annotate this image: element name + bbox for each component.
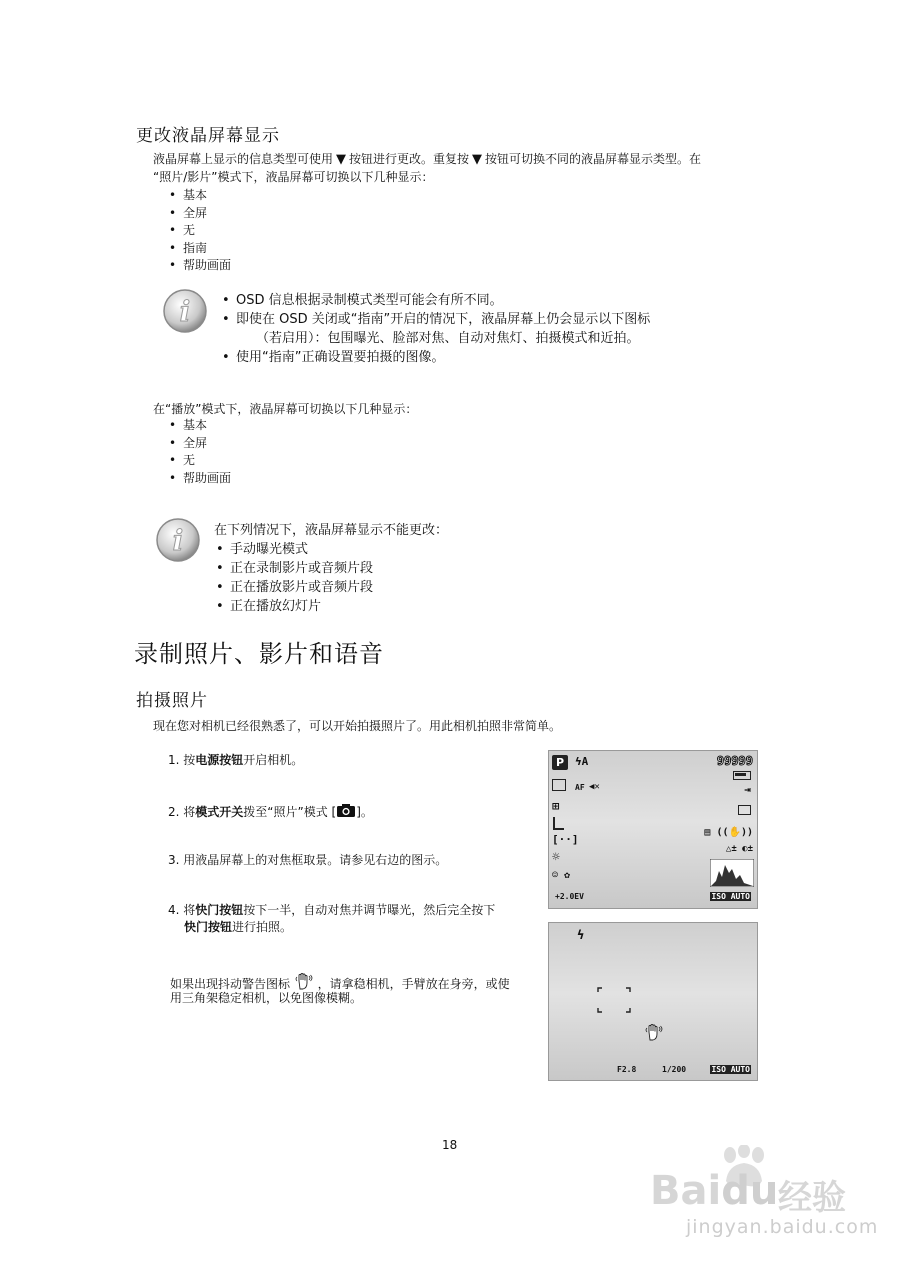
- list-item: • 正在播放幻灯片: [214, 597, 373, 616]
- lcd-intro-b: 按钮进行更改。重复按: [349, 152, 470, 166]
- histogram-icon: [710, 859, 754, 887]
- step-text: ]。: [356, 805, 373, 819]
- photo-mode-list: [167, 187, 231, 275]
- aperture-value: F2.8: [617, 1065, 637, 1074]
- shake-text: ，请拿稳相机，手臂放在身旁，或使: [317, 977, 510, 991]
- section-title-record: 录制照片、影片和语音: [134, 640, 384, 668]
- list-item: • 帮助画面: [167, 470, 231, 488]
- watermark-url: jingyan.baidu.com: [686, 1216, 879, 1238]
- list-item: • 全屏: [167, 205, 231, 223]
- lcd-screen-shooting: [548, 922, 758, 1081]
- focus-frame-icon: [597, 987, 631, 1013]
- svg-text:i: i: [172, 524, 184, 557]
- step-4: [168, 902, 538, 919]
- watermark-cn: 经验: [778, 1178, 846, 1218]
- shutter-button-label: 快门按钮: [184, 920, 233, 934]
- step-text: 按下一半，自动对焦并调节曝光，然后完全按下: [243, 903, 496, 917]
- ev-value: +2.0EV: [555, 892, 584, 901]
- page-number: 18: [442, 1138, 458, 1152]
- list-item: • 指南: [167, 240, 231, 258]
- step-text: 1. 按: [168, 753, 196, 767]
- step-4-line2: [184, 919, 292, 936]
- battery-icon: [733, 771, 751, 780]
- list-item: • OSD 信息根据录制模式类型可能会有所不同。: [220, 291, 780, 310]
- lcd-intro: [153, 151, 701, 168]
- lcd-intro-line2: “照片/影片”模式下，液晶屏幕可切换以下几种显示：: [153, 170, 434, 184]
- storage-icon: ⇥: [744, 783, 751, 796]
- step-3: 3. 用液晶屏幕上的对焦框取景。请参见右边的图示。: [168, 853, 448, 867]
- step-text: 拨至“照片”模式 [: [243, 805, 337, 819]
- playback-intro: 在“播放”模式下，液晶屏幕可切换以下几种显示：: [153, 402, 418, 416]
- hand-shake-icon: [294, 972, 314, 990]
- watermark-text: Bai: [650, 1168, 722, 1214]
- list-item: • 基本: [167, 417, 231, 435]
- record-intro: 现在您对相机已经很熟悉了，可以开始拍摄照片了。用此相机拍照非常简单。: [153, 719, 562, 733]
- step-text: 开启相机。: [243, 753, 304, 767]
- shutter-value: 1/200: [662, 1065, 687, 1074]
- stabilizer-icon: [738, 805, 751, 815]
- list-item: • 基本: [167, 187, 231, 205]
- note2-title: 在下列情况下，液晶屏幕显示不能更改：: [214, 523, 449, 538]
- image-size-icon: [552, 779, 566, 791]
- list-item-continuation: （若启用）：包围曝光、脸部对焦、自动对焦灯、拍摄模式和近拍。: [256, 331, 640, 346]
- down-triangle-icon: ▼: [336, 152, 347, 167]
- step-2: [168, 803, 373, 821]
- program-mode-icon: P: [552, 755, 568, 770]
- flash-icon: ϟ: [577, 928, 585, 942]
- list-item: • 正在播放影片或音频片段: [214, 578, 373, 597]
- list-item: • 无: [167, 222, 231, 240]
- info-note-icon: [155, 517, 201, 563]
- shake-text: 如果出现抖动警告图标: [170, 977, 291, 991]
- list-item: • 即使在 OSD 关闭或“指南”开启的情况下，液晶屏幕上仍会显示以下图标: [220, 310, 780, 329]
- shots-remaining: 99999: [716, 754, 753, 768]
- step-text: 2. 将: [168, 805, 196, 819]
- quality-icon: ⊞: [552, 799, 560, 813]
- note1-list: [220, 291, 780, 367]
- down-triangle-icon: ▼: [472, 152, 483, 167]
- drive-mode-icon: ▤ ((✋)): [704, 827, 753, 838]
- camera-icon: [336, 803, 356, 818]
- sound-off-icon: ◀✕: [589, 782, 600, 792]
- lcd-intro-c: 按钮可切换不同的液晶屏幕显示类型。在: [485, 152, 702, 166]
- lcd-intro-a: 液晶屏幕上显示的信息类型可使用: [153, 152, 334, 166]
- metering-icon: [553, 817, 564, 830]
- iso-value: ISO AUTO: [711, 892, 750, 901]
- list-item: • 无: [167, 452, 231, 470]
- list-item: • 帮助画面: [167, 257, 231, 275]
- power-button-label: 电源按钮: [195, 753, 244, 767]
- info-note-icon: [162, 288, 208, 334]
- section-title-lcd: 更改液晶屏幕显示: [136, 126, 280, 146]
- flash-auto-icon: ϟA: [575, 755, 589, 768]
- svg-text:i: i: [179, 295, 191, 328]
- shake-warning-line2: 用三角架稳定相机，以免图像模糊。: [170, 991, 363, 1005]
- watermark-brand: [650, 1168, 778, 1214]
- note2-list: [214, 540, 373, 616]
- play-mode-list: [167, 417, 231, 487]
- step-text: 4. 将: [168, 903, 196, 917]
- hand-shake-icon: [644, 1023, 664, 1041]
- lcd-screen-basic: [548, 750, 758, 909]
- step-1: [168, 752, 303, 769]
- list-item: • 正在录制影片或音频片段: [214, 559, 373, 578]
- focus-area-icon: [··]: [552, 833, 579, 846]
- watermark-text: du: [721, 1168, 779, 1214]
- shutter-button-label: 快门按钮: [195, 903, 244, 917]
- list-item: • 使用“指南”正确设置要拍摄的图像。: [220, 348, 780, 367]
- sharpness-contrast-icon: △± ◐±: [725, 844, 753, 854]
- white-balance-icon: ☼: [552, 850, 560, 865]
- list-item: • 手动曝光模式: [214, 540, 373, 559]
- face-macro-icon: ☺ ✿: [552, 870, 571, 881]
- subsection-title-photo: 拍摄照片: [136, 691, 208, 711]
- list-item: • 全屏: [167, 435, 231, 453]
- af-lamp-icon: AF: [575, 783, 585, 792]
- mode-switch-label: 模式开关: [195, 805, 244, 819]
- step-text: 进行拍照。: [232, 920, 293, 934]
- iso-value: ISO AUTO: [711, 1065, 750, 1074]
